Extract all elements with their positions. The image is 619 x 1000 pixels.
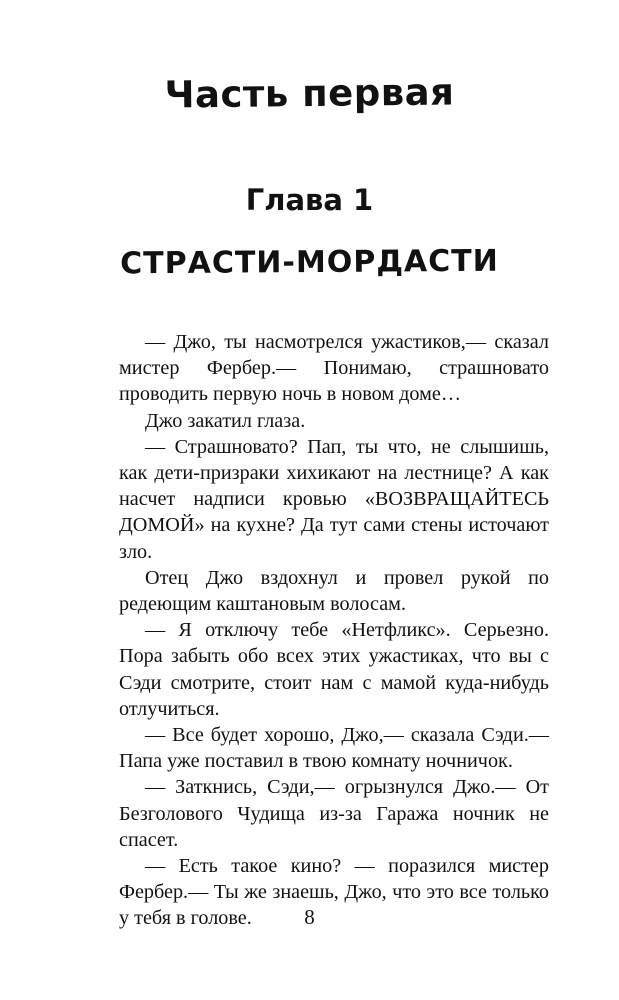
paragraph: Джо закатил глаза. bbox=[145, 409, 306, 432]
paragraph: — Страшновато? Пап, ты что, не слышишь, как дети-призраки хихикают на лестнице? А как насчет надписи кровью «ВОЗВРАЩАЙТЕСЬ ДОМОЙ» на кухне? Да тут сами стены источают зло. bbox=[119, 435, 549, 563]
paragraph: — Все будет хорошо, Джо,— сказала Сэди.— Папа уже поставил в твою комнату ночничок. bbox=[119, 724, 549, 773]
paragraph: — Я отключу тебе «Нетфликс». Серьезно. Пора забыть обо всех этих ужастиках, что вы с Сэди смотрите, стоит нам с мамой куда-нибудь отлучиться. bbox=[119, 619, 549, 720]
paragraph: Отец Джо вздохнул и провел рукой по редеющим каштановым волосам. bbox=[119, 566, 549, 616]
part-title: Часть первая bbox=[164, 70, 455, 117]
paragraph: — Заткнись, Сэди,— огрызнулся Джо.— От Безголового Чудища из-за Гаража ночник не спасет. bbox=[119, 776, 549, 851]
chapter-number: Глава 1 bbox=[245, 183, 374, 217]
paragraph: — Есть такое кино? — поразился мистер Фербер.— Ты же знаешь, Джо, что это все только у тебя в голове. bbox=[119, 855, 549, 930]
paragraph: — Джо, ты насмотрелся ужастиков,— сказал мистер Фербер.— Понимаю, страшновато проводить первую ночь в новом доме… bbox=[119, 331, 549, 406]
chapter-title: СТРАСТИ-МОРДАСТИ bbox=[120, 243, 499, 282]
body-text bbox=[119, 329, 549, 932]
page-number: 8 bbox=[304, 905, 315, 929]
